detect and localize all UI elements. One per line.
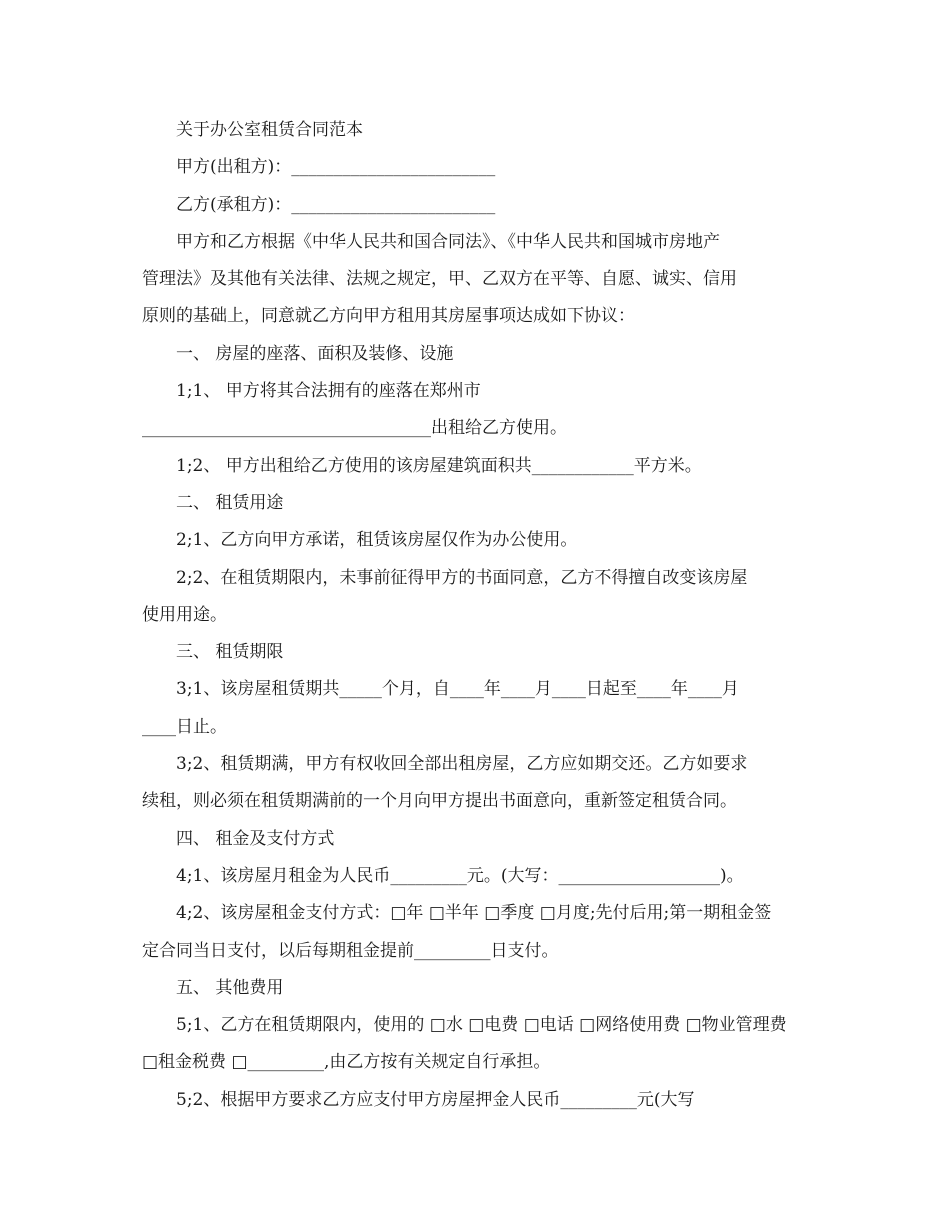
- clause-line: 2;2、在租赁期限内，未事前征得甲方的书面同意，乙方不得擅自改变该房屋: [176, 567, 748, 588]
- clause-line: 3;1、该房屋租赁期共_____个月，自____年____月____日起至____年____月: [176, 679, 739, 700]
- clause-line: __________________________________出租给乙方使用。: [142, 418, 567, 439]
- clause-line: 1;2、 甲方出租给乙方使用的该房屋建筑面积共____________平方米。: [176, 455, 702, 476]
- clause-line: 5;2、根据甲方要求乙方应支付甲方房屋押金人民币_________元(大写: [176, 1089, 695, 1110]
- clause-line: 使用用途。: [142, 604, 227, 625]
- clause-line: 5;1、乙方在租赁期限内，使用的 □水 □电费 □电话 □网络使用费 □物业管理费: [176, 1015, 787, 1036]
- section-heading: 一、 房屋的座落、面积及装修、设施: [176, 343, 454, 364]
- clause-line: 续租，则必须在租赁期满前的一个月向甲方提出书面意向，重新签定租赁合同。: [142, 791, 737, 812]
- party-a-line: 甲方(出租方)：________________________: [176, 157, 496, 178]
- party-b-line: 乙方(承租方)：________________________: [176, 194, 496, 215]
- section-heading: 四、 租金及支付方式: [176, 828, 335, 849]
- preamble-line: 原则的基础上，同意就乙方向甲方租用其房屋事项达成如下协议：: [142, 306, 635, 327]
- section-heading: 二、 租赁用途: [176, 492, 284, 513]
- contract-document: [142, 112, 812, 1119]
- clause-line: 3;2、租赁期满，甲方有权收回全部出租房屋，乙方应如期交还。乙方如要求: [176, 754, 748, 775]
- section-heading: 三、 租赁期限: [176, 642, 284, 663]
- clause-line: 定合同当日支付，以后每期租金提前_________日支付。: [142, 940, 559, 961]
- document-title: 关于办公室租赁合同范本: [176, 120, 363, 140]
- clause-line: 2;1、乙方向甲方承诺，租赁该房屋仅作为办公使用。: [176, 530, 578, 551]
- clause-line: 4;1、该房屋月租金为人民币_________元。(大写：___________________)。: [176, 865, 744, 886]
- clause-line: ____日止。: [142, 716, 227, 737]
- clause-line: 4;2、该房屋租金支付方式：□年 □半年 □季度 □月度;先付后用;第一期租金签: [176, 903, 772, 924]
- clause-line: 1;1、 甲方将其合法拥有的座落在郑州市: [176, 381, 481, 402]
- preamble-line: 甲方和乙方根据《中华人民共和国合同法》、《中华人民共和国城市房地产: [176, 231, 720, 252]
- section-heading: 五、 其他费用: [176, 977, 284, 998]
- clause-line: □租金税费 □_________,由乙方按有关规定自行承担。: [142, 1052, 551, 1073]
- preamble-line: 管理法》及其他有关法律、法规之规定，甲、乙双方在平等、自愿、诚实、信用: [142, 269, 737, 290]
